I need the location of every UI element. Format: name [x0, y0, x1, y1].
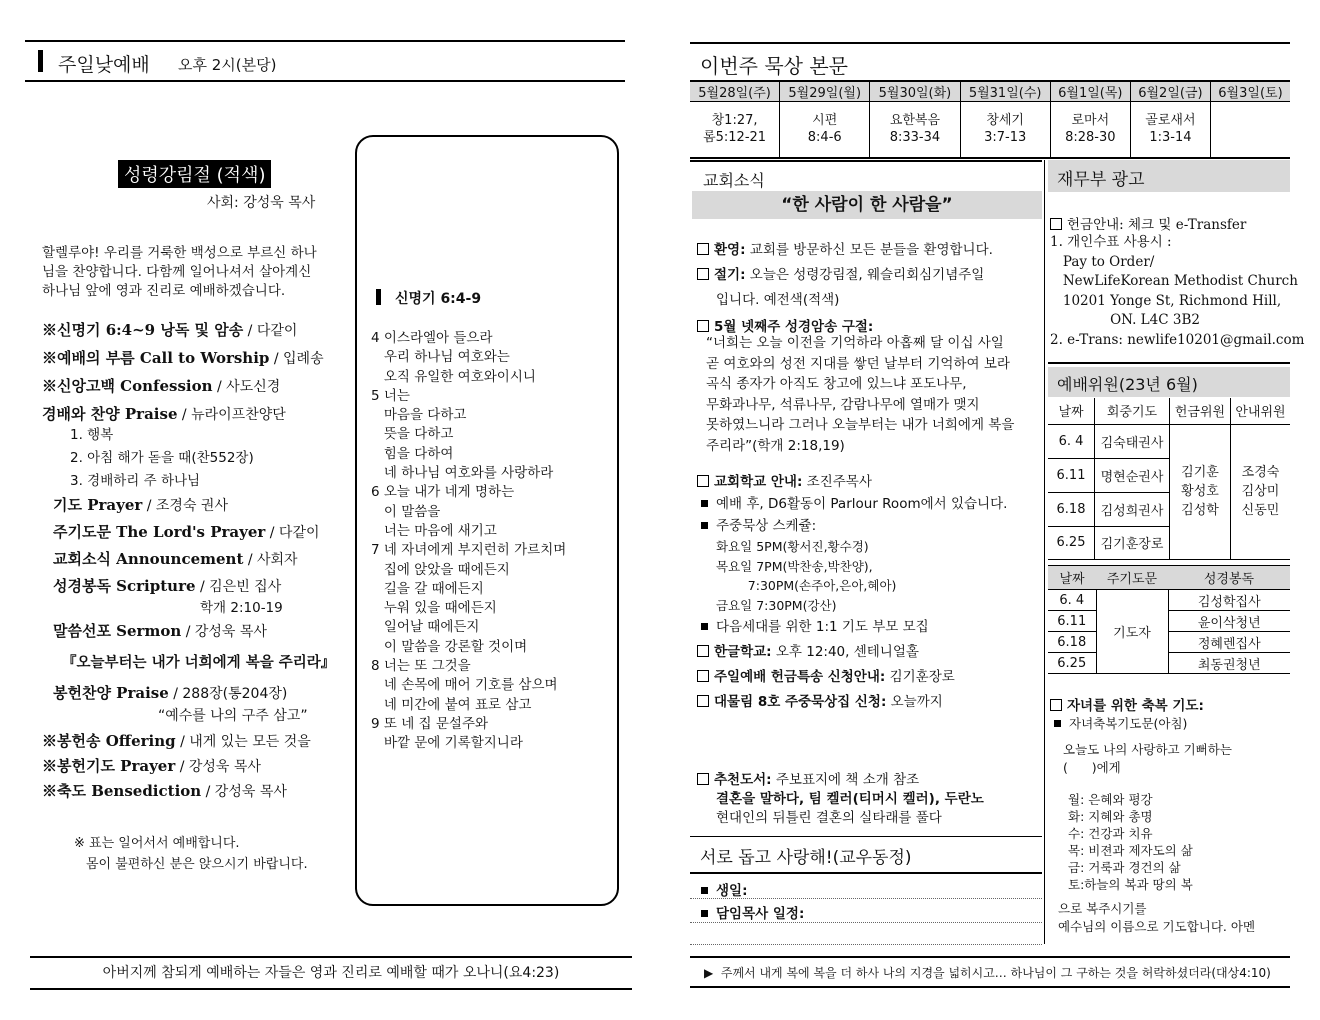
order-item-person: / 사회자: [243, 552, 298, 568]
book-title: 결혼을 말하다, 팀 켈러(티머시 켈러), 두란노: [716, 791, 984, 807]
scripture-line: 힘을 다하여: [371, 445, 454, 462]
song-item: 2. 아침 해가 돋을 때(찬552장): [70, 450, 254, 466]
scripture-line: 네 미간에 붙여 표로 삼고: [371, 696, 532, 713]
news-devotional: 대물림 8호 주중묵상집 신청: 오늘까지: [697, 690, 955, 715]
order-item-person: / 내게 있는 모든 것을: [175, 734, 311, 750]
scripture-line: 뜻을 다하고: [371, 426, 454, 443]
reading-line: 롬5:12-21: [703, 130, 767, 146]
service-title: 주일낮예배: [58, 54, 150, 76]
occasion-title: 성령강림절 (적색): [118, 160, 271, 188]
scripture-line: 8 너는 또 그것을: [371, 658, 471, 675]
meditation-reading: [1130, 102, 1210, 158]
verse-line: 주리라”(학개 2:18,19): [706, 437, 845, 454]
news-rule: [690, 160, 1042, 162]
offering-hymn: [53, 682, 287, 703]
schedule: [716, 537, 896, 615]
order-item-person: / 다같이: [243, 323, 298, 339]
blessing-lines: [1063, 741, 1232, 777]
verse-line: “너희는 오늘 이전을 기억하라 아홉째 달 이십 사일: [706, 335, 1004, 351]
order-of-worship-2: [53, 492, 320, 600]
song-item: 1. 행복: [70, 427, 114, 443]
scripture-line: 5 너는: [371, 387, 410, 404]
scripture-line: 누워 있을 때에든지: [371, 600, 497, 617]
scripture-line: 네 하나님 여호와를 사랑하라: [371, 465, 554, 482]
order-item-label: ※신명기 6:4~9 낭독 및 암송: [42, 321, 244, 339]
order-item: [42, 729, 311, 754]
news-offering-solo: 주일예배 헌금특송 신청안내: 김기훈장로: [697, 665, 955, 690]
committee-title: 예배위원(23년 6월): [1057, 375, 1198, 394]
header-rule: [25, 80, 625, 82]
finance-details: [1050, 233, 1304, 350]
order-item-label: ※봉헌송 Offering: [42, 732, 176, 750]
order-of-worship: [42, 317, 324, 429]
news-item-season: 절기: 오늘은 성령강림절, 웨슬리회심기념주일: [697, 263, 993, 288]
right-top-rule: [690, 42, 1290, 44]
order-item-person: / 김은빈 집사: [195, 579, 282, 595]
right-footer-verse: ▶ 주께서 내게 복에 복을 더 하사 나의 지경을 넓히시고… 하나님이 그 구하는 것을 허락하셨더라(대상4:10): [704, 966, 1271, 980]
order-item-label: 경배와 찬양 Praise: [42, 405, 178, 423]
order-item-label: 교회소식 Announcement: [53, 550, 244, 568]
finance-line: NewLifeKorean Methodist Church: [1050, 273, 1298, 289]
blessing-day: 월: 은혜와 평강: [1068, 792, 1153, 807]
reading-line: 8:4-6: [807, 130, 842, 146]
meditation-reading: [870, 102, 960, 158]
verse-text: [706, 333, 1014, 456]
right-footer-rule-top: [690, 956, 1290, 958]
finance-line: 2. e-Trans: newlife10201@gmail.com: [1050, 331, 1305, 348]
sermon-preacher: / 강성욱 목사: [181, 624, 267, 640]
meditation-day: 5월30일(화): [870, 82, 960, 102]
order-item-label: 기도 Prayer: [53, 496, 143, 514]
committee-rule: [1048, 362, 1290, 364]
blessing-day: 토:하늘의 복과 땅의 복: [1068, 877, 1193, 892]
meditation-reading: [690, 102, 780, 158]
verse-line: 곡식 종자가 아직도 창고에 있느냐 포도나무,: [706, 376, 967, 392]
meditation-table: [690, 82, 1290, 159]
order-item-person: / 다같이: [265, 525, 320, 541]
scripture-line: 길을 갈 때에든지: [371, 580, 484, 597]
blessing-head: 자녀를 위한 축복 기도:: [1050, 694, 1204, 714]
hymn-number: / 288장(통204장): [168, 686, 288, 702]
order-item: [42, 754, 311, 779]
sermon: [53, 620, 267, 641]
reading-line: 8:28-30: [1065, 130, 1116, 146]
school-head: 교회학교 안내: 조진주목사: [697, 470, 872, 490]
meditation-day: 5월29일(월): [780, 82, 870, 102]
scripture-line: 바깥 문에 기록할지니라: [371, 735, 523, 752]
order-item: [42, 317, 324, 345]
footer-rule-bottom: [30, 988, 632, 990]
sermon-label: 말씀선포 Sermon: [53, 622, 182, 640]
reading-line: 8:33-34: [889, 130, 941, 146]
blessing-sub: 자녀축복기도문(아침): [1052, 714, 1187, 732]
order-item-person: / 입례송: [269, 351, 324, 367]
schedule-line: 화요일 5PM(황서진,황수경): [716, 539, 869, 554]
scripture-text: [371, 329, 566, 754]
call-line: 님을 찬양합니다. 다함께 일어나셔서 살아계신: [42, 264, 312, 280]
verse-line: 무화과나무, 석류나무, 감람나무에 열매가 맺지: [706, 396, 980, 413]
school-items: [697, 493, 1007, 537]
scripture-line: 네 손목에 매어 기호를 삼으며: [371, 677, 558, 694]
finance-title: 재무부 광고: [1057, 170, 1145, 190]
book-recommendation: 추천도서: 주보표지에 책 소개 참조 결혼을 말하다, 팀 켈러(티머시 켈러), 두란노 현대인의 뒤틀린 결혼의 실타래를 풀다: [697, 771, 984, 828]
reading-line: 로마서: [1071, 113, 1110, 129]
scripture-box-title: 신명기 6:4-9: [395, 291, 482, 307]
committee-table: 날짜 회중기도 헌금위원 안내위원 6. 4 김숙태권사 김기훈 황성호 김성학 조경숙 김상미 신동민 6.11 명현순권사 6.18 김성희권사 6.25 김기훈장로: [1048, 398, 1290, 560]
scripture-ref: 학개 2:10-19: [200, 600, 283, 616]
blessing-line: ( )에게: [1063, 760, 1121, 775]
meditation-reading: [1210, 102, 1290, 158]
reading-line: 창세기: [986, 113, 1024, 129]
blessing-day: 화: 지혜와 총명: [1068, 809, 1153, 824]
scripture-line: 일어날 때에든지: [371, 619, 480, 636]
order-item-person: / 조경숙 권사: [142, 498, 228, 514]
order-item: [53, 492, 320, 519]
meditation-day: 6월2일(금): [1130, 82, 1210, 102]
verse-head: 5월 넷째주 성경암송 구절:: [697, 315, 873, 335]
news-season-cont: 입니다. 예전색(적색): [716, 292, 840, 308]
meditation-title: 이번주 묵상 본문: [700, 54, 848, 78]
order-item-label: ※예배의 부름 Call to Worship: [42, 349, 270, 367]
scripture-line: 우리 하나님 여호와는: [371, 349, 510, 366]
finance-line: Pay to Order/: [1050, 253, 1155, 270]
blessing-line: 오늘도 나의 사랑하고 기뻐하는: [1063, 742, 1232, 757]
news-list: [697, 238, 993, 313]
order-item-person: / 뉴라이프찬양단: [177, 407, 286, 423]
blessing-line: 예수님의 이름으로 기도합니다. 아멘: [1058, 919, 1256, 934]
meditation-day: 6월3일(토): [1210, 82, 1290, 102]
school-item: 예배 후, D6활동이 Parlour Room에서 있습니다.: [697, 493, 1007, 515]
scripture-line: 이 말씀을: [371, 503, 441, 520]
meditation-day: 5월31일(수): [960, 82, 1050, 102]
note-seated: 몸이 불편하신 분은 앉으시기 바랍니다.: [86, 857, 308, 872]
blessing-day: 금: 거룩과 경건의 삶: [1068, 860, 1181, 875]
order-item-label: 성경봉독 Scripture: [53, 577, 196, 595]
lords-prayer-leader: 기도자: [1096, 590, 1168, 674]
header-marker: [38, 50, 43, 72]
meditation-day: 6월1일(목): [1050, 82, 1130, 102]
order-item-label: ※축도 Bensediction: [42, 782, 202, 800]
dotted-rule: [690, 898, 1042, 899]
meditation-reading: [780, 102, 870, 158]
footer-verse: 아버지께 참되게 예배하는 자들은 영과 진리로 예배할 때가 오나니(요4:23): [102, 965, 560, 981]
school-item: 주중묵상 스케쥴:: [697, 515, 1007, 537]
reading-line: 1:3-14: [1149, 130, 1192, 146]
news-title: 교회소식: [703, 171, 765, 190]
order-item-person: / 강성욱 목사: [175, 759, 261, 775]
sermon-title: 『오늘부터는 내가 너희에게 복을 주리라』: [62, 655, 336, 671]
news-item-welcome: 환영: 교회를 방문하신 모든 분들을 환영합니다.: [697, 238, 993, 263]
mentor-item: 다음세대를 위한 1:1 기도 부모 모집: [697, 615, 929, 635]
usher-team: 조경숙 김상미 신동민: [1231, 424, 1291, 559]
call-line: 할렐루야! 우리를 거룩한 백성으로 부르신 하나: [42, 245, 317, 261]
blessing-day: 목: 비젼과 제자도의 삶: [1068, 843, 1193, 858]
call-line: 하나님 앞에 영과 진리로 예배하겠습니다.: [42, 283, 286, 299]
order-item: [42, 779, 311, 804]
reading-line: 시편: [812, 113, 838, 129]
note-standing: ※ 표는 일어서서 예배합니다.: [74, 836, 240, 851]
scripture-box-marker: [376, 289, 381, 305]
call-to-worship: [42, 244, 317, 301]
dotted-rule: [690, 944, 1042, 945]
finance-line: 1. 개인수표 사용시 :: [1050, 234, 1172, 250]
hymn-title: “예수를 나의 구주 삼고”: [158, 708, 308, 724]
scripture-line: 너는 마음에 새기고: [371, 522, 497, 539]
birthday: 생일:: [697, 879, 747, 899]
blessing-day: 수: 건강과 치유: [1068, 826, 1153, 841]
order-item-person: / 강성욱 목사: [201, 784, 287, 800]
order-item-label: ※봉헌기도 Prayer: [42, 757, 176, 775]
service-time: 오후 2시(본당): [178, 56, 277, 74]
schedule-line: 목요일 7PM(박찬송,박찬양),: [716, 558, 873, 574]
fellowship-rule: [690, 836, 1042, 837]
blessing-end: [1058, 900, 1255, 936]
scripture-line: 9 또 네 집 문설주와: [371, 715, 489, 732]
order-item-label: 주기도문 The Lord's Prayer: [53, 523, 266, 541]
scripture-line: 집에 앉았을 때에든지: [371, 561, 510, 578]
praise-songs: [70, 424, 254, 493]
scripture-line: 6 오늘 내가 네게 명하는: [371, 484, 515, 501]
verse-line: 곧 여호와의 성전 지대를 쌓던 날부터 기억하여 보라: [706, 355, 1010, 372]
schedule-line: 금요일 7:30PM(강산): [716, 597, 837, 613]
verse-line: 못하였느니라 그러나 오늘부터는 내가 너희에게 복을: [706, 417, 1015, 433]
presider: 사회: 강성욱 목사: [207, 195, 316, 211]
scripture-line: 7 네 자녀에게 부지런히 가르치며: [371, 542, 567, 559]
order-item: [42, 373, 324, 401]
finance-head: 헌금안내: 체크 및 e-Transfer: [1050, 213, 1246, 233]
order-item: [53, 546, 320, 573]
reading-line: 3:7-13: [984, 130, 1027, 146]
fellowship-title: 서로 돕고 사랑해!(교우동정): [700, 848, 912, 868]
scripture-line: 4 이스라엘아 들으라: [371, 330, 493, 346]
fellowship-rule-2: [690, 872, 1042, 874]
footer-rule-top: [30, 956, 632, 958]
pastor-schedule: 담임목사 일정:: [697, 902, 804, 922]
order-item-label: ※신앙고백 Confession: [42, 377, 213, 395]
order-item: [53, 519, 320, 546]
dotted-rule: [690, 922, 1042, 923]
news-korean-school: 한글학교: 오후 12:40, 센테니얼홀: [697, 640, 955, 665]
column-divider: [1044, 160, 1045, 944]
reading-line: 요한복음: [889, 113, 941, 129]
offering-team: 김기훈 황성호 김성학: [1170, 424, 1231, 559]
finance-line: 10201 Yonge St, Richmond Hill,: [1050, 292, 1282, 309]
right-footer-rule-bottom: [690, 986, 1290, 988]
order-item: [42, 345, 324, 373]
song-item: 3. 경배하리 주 하나님: [70, 473, 201, 489]
meditation-reading: [1050, 102, 1130, 158]
reading-line: 골로새서: [1145, 113, 1196, 129]
reading-line: 창1:27,: [711, 113, 758, 129]
scripture-line: 마음을 다하고: [371, 407, 467, 424]
blessing-days: [1068, 791, 1193, 893]
book-subtitle: 현대인의 뒤틀린 결혼의 실타래를 풀다: [716, 810, 942, 826]
scripture-line: 이 말씀을 강론할 것이며: [371, 638, 528, 655]
top-rule: [25, 40, 625, 42]
meditation-day: 5월28일(주): [690, 82, 780, 102]
order-of-worship-3: [42, 729, 311, 804]
meditation-reading: [960, 102, 1050, 158]
news-list-2: [697, 640, 955, 715]
schedule-line: 7:30PM(손주아,은아,혜아): [716, 578, 897, 593]
finance-line: ON. L4C 3B2: [1050, 312, 1200, 328]
readers-table: 날짜 주기도문 성경봉독 6. 4 기도자 김성학집사 6.11 윤이삭청년 6.18 정혜렌집사 6.25 최동권청년: [1048, 565, 1290, 674]
order-item-person: / 사도신경: [212, 379, 281, 395]
blessing-line: 으로 복주시기를: [1058, 901, 1147, 916]
scripture-line: 오직 유일한 여호와이시니: [371, 368, 536, 385]
news-banner: “한 사람이 한 사람을”: [692, 191, 1042, 219]
hymn-label: 봉헌찬양 Praise: [53, 684, 169, 702]
